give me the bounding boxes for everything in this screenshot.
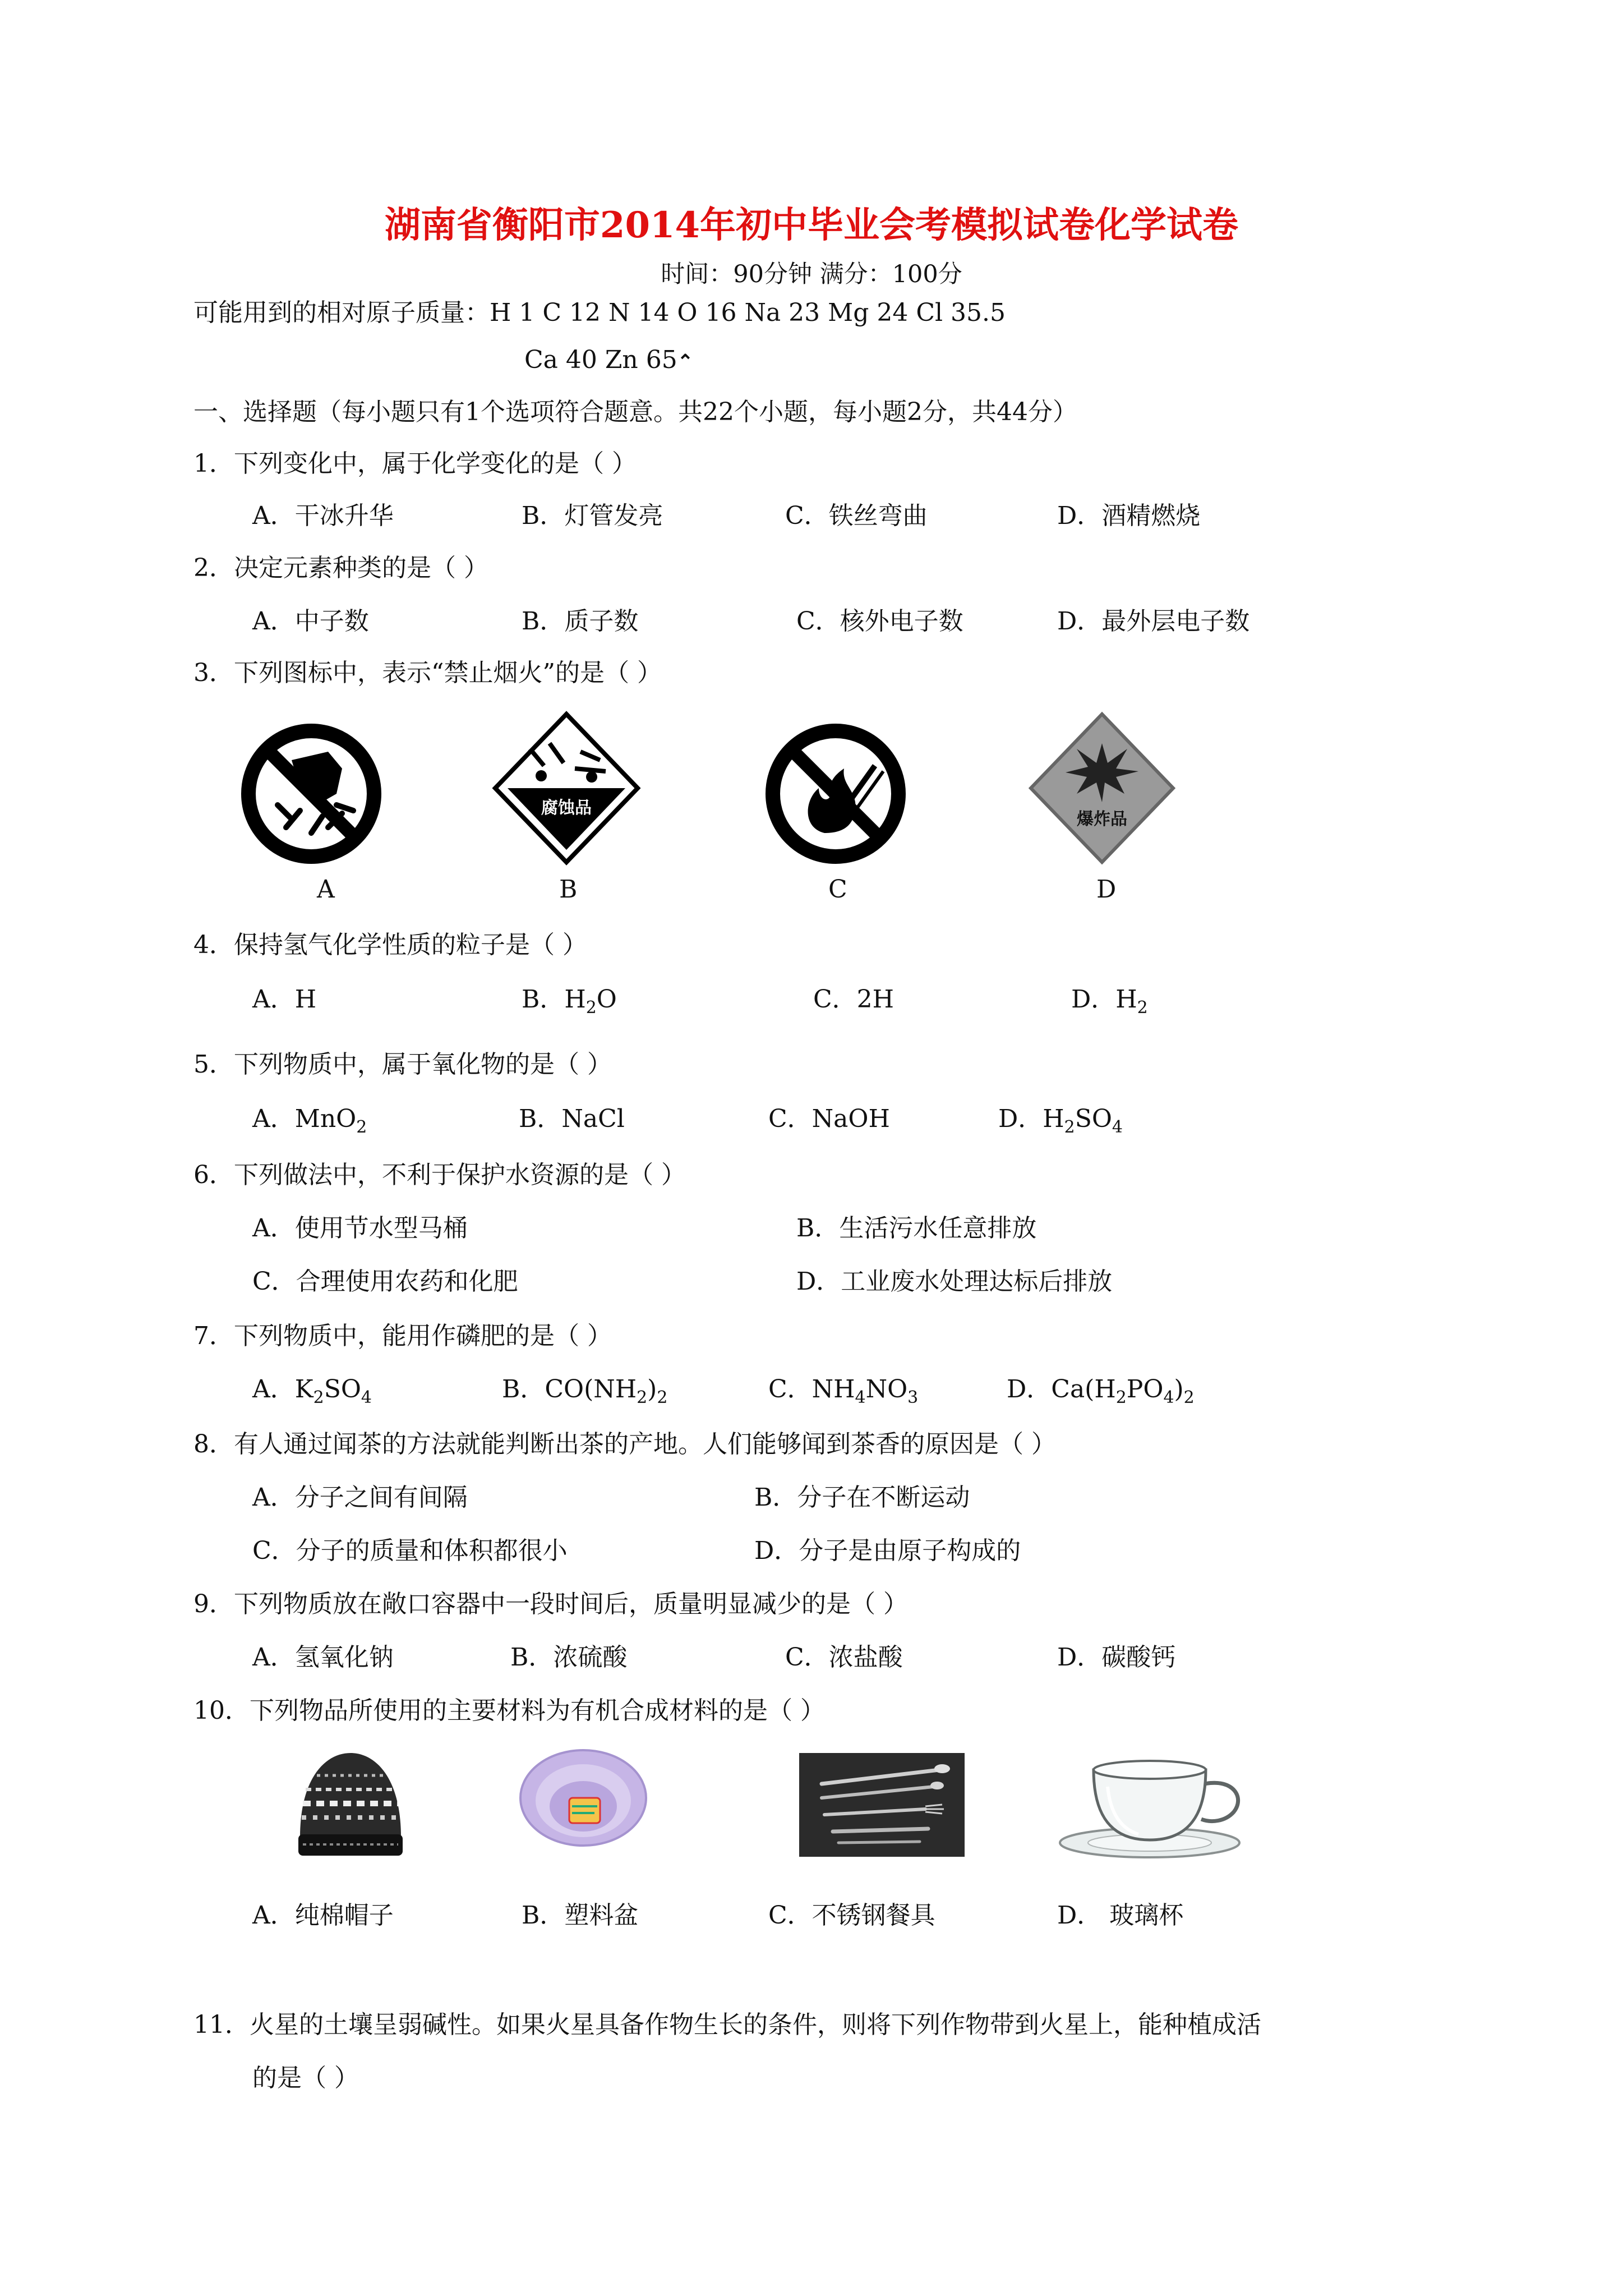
- q5-option-a: [252, 1102, 367, 1144]
- q7-b-sub2: 2: [657, 1387, 668, 1407]
- q8-option-b: B．分子在不断运动: [754, 1483, 970, 1512]
- glass-cup-image: [1054, 1747, 1253, 1862]
- q7-d-mid2: ): [1174, 1375, 1184, 1404]
- page-title: 湖南省衡阳市2014年初中毕业会考模拟试卷化学试卷: [384, 204, 1239, 246]
- q1-option-c: C．铁丝弯曲: [785, 501, 928, 530]
- q7-a-mid: SO: [324, 1375, 361, 1404]
- q2-option-b: B．质子数: [522, 607, 639, 636]
- q6-option-a: A．使用节水型马桶: [252, 1214, 468, 1243]
- q2-stem: 2．决定元素种类的是（ ）: [193, 554, 488, 582]
- sign-b-label: 腐蚀品: [541, 798, 592, 818]
- knit-hat-image: [292, 1745, 409, 1862]
- q4-option-a: A．H: [252, 985, 317, 1014]
- atomic-mass-line-1: 可能用到的相对原子质量：H 1 C 12 N 14 O 16 Na 23 Mg 24 Cl 35.5: [193, 298, 1006, 327]
- q10-option-b: B．塑料盆: [522, 1901, 639, 1930]
- q9-option-b: B．浓硫酸: [510, 1643, 628, 1672]
- q3-label-b: B: [559, 875, 578, 904]
- q7-d-sub1: 2: [1115, 1387, 1127, 1407]
- q5-d-mid: SO: [1075, 1105, 1112, 1133]
- q7-d-mid: PO: [1126, 1375, 1164, 1404]
- q4-stem: 4．保持氢气化学性质的粒子是（ ）: [193, 931, 587, 959]
- q6-stem: 6．下列做法中，不利于保护水资源的是（ ）: [193, 1161, 686, 1189]
- q2-option-a: A．中子数: [252, 607, 369, 636]
- q2-option-c: C．核外电子数: [796, 607, 963, 636]
- sign-d-explosive-icon: [1026, 710, 1178, 867]
- q1-option-d: D．酒精燃烧: [1057, 501, 1201, 530]
- q7-a-sub2: 4: [361, 1387, 372, 1407]
- q7-c-pre: C．NH: [768, 1375, 855, 1404]
- q7-c-sub2: 3: [907, 1387, 919, 1407]
- q4-d-pre: D．H: [1071, 985, 1137, 1014]
- q6-option-d: D．工业废水处理达标后排放: [796, 1267, 1113, 1296]
- sign-a-prohibition-icon: [238, 721, 384, 867]
- q5-option-c: C．NaOH: [768, 1105, 890, 1133]
- q7-c-sub1: 4: [855, 1387, 866, 1407]
- q5-option-b: B．NaCl: [519, 1105, 625, 1133]
- q3-label-a: A: [317, 875, 335, 904]
- q11-stem-line-2: 的是（ ）: [252, 2064, 359, 2092]
- q7-b-mid: ): [647, 1375, 657, 1404]
- q4-b-post: O: [596, 985, 617, 1014]
- exam-meta: 时间：90分钟 满分：100分: [661, 260, 962, 288]
- q5-a-sub: 2: [356, 1117, 367, 1137]
- q3-label-d: D: [1096, 875, 1117, 904]
- sign-d-label: 爆炸品: [1077, 809, 1127, 829]
- q7-a-pre: A．K: [252, 1375, 313, 1404]
- q9-option-c: C．浓盐酸: [785, 1643, 903, 1672]
- q4-b-pre: B．H: [522, 985, 586, 1014]
- q7-option-d: [1007, 1373, 1195, 1415]
- q2-option-d: D．最外层电子数: [1057, 607, 1250, 636]
- q8-stem: 8．有人通过闻茶的方法就能判断出茶的产地。人们能够闻到茶香的原因是（ ）: [193, 1430, 1056, 1458]
- q4-d-sub: 2: [1137, 997, 1148, 1018]
- q7-option-a: [252, 1373, 372, 1415]
- atomic-mass-line-2: [524, 343, 693, 379]
- q7-option-b: [502, 1373, 667, 1415]
- q6-option-b: B．生活污水任意排放: [796, 1214, 1037, 1243]
- q8-option-a: A．分子之间有间隔: [252, 1483, 468, 1512]
- q9-option-a: A．氢氧化钠: [252, 1643, 394, 1672]
- q4-option-c: C．2H: [813, 985, 895, 1014]
- q4-option-d: [1071, 983, 1148, 1025]
- q7-stem: 7．下列物质中，能用作磷肥的是（ ）: [193, 1322, 612, 1350]
- q4-option-b: [522, 983, 617, 1025]
- plastic-basin-image: [516, 1745, 651, 1862]
- q7-d-sub2: 4: [1163, 1387, 1174, 1407]
- q1-stem: 1．下列变化中，属于化学变化的是（ ）: [193, 449, 637, 478]
- q5-d-pre: D．H: [998, 1105, 1064, 1133]
- sign-b-corrosive-icon: [491, 710, 642, 867]
- q11-stem-line-1: 11．火星的土壤呈弱碱性。如果火星具备作物生长的条件，则将下列作物带到火星上，能种植成活: [193, 2010, 1261, 2039]
- q5-option-d: [998, 1102, 1123, 1144]
- q6-option-c: C．合理使用农药和化肥: [252, 1267, 518, 1296]
- q7-b-sub1: 2: [637, 1387, 648, 1407]
- q5-a-pre: A．MnO: [252, 1105, 357, 1133]
- q8-option-c: C．分子的质量和体积都很小: [252, 1536, 568, 1565]
- q5-d-sub2: 4: [1112, 1117, 1123, 1137]
- q10-option-a: A．纯棉帽子: [252, 1901, 394, 1930]
- q7-a-sub1: 2: [313, 1387, 324, 1407]
- q7-option-c: [768, 1373, 918, 1415]
- sign-c-no-fire-icon: [763, 721, 909, 867]
- q10-option-c: C．不锈钢餐具: [768, 1901, 935, 1930]
- q3-stem: 3．下列图标中，表示“禁止烟火”的是（ ）: [193, 659, 662, 687]
- q5-stem: 5．下列物质中，属于氧化物的是（ ）: [193, 1050, 612, 1079]
- caret-up-icon: ⌃: [677, 351, 694, 373]
- q4-b-sub: 2: [585, 997, 597, 1018]
- q7-c-mid: NO: [865, 1375, 908, 1404]
- q5-d-sub1: 2: [1064, 1117, 1075, 1137]
- q7-b-pre: B．CO(NH: [502, 1375, 637, 1404]
- q7-d-sub3: 2: [1183, 1387, 1195, 1407]
- cutlery-image: [799, 1753, 965, 1857]
- q8-option-d: D．分子是由原子构成的: [754, 1536, 1021, 1565]
- q10-stem: 10．下列物品所使用的主要材料为有机合成材料的是（ ）: [193, 1696, 825, 1725]
- q9-stem: 9．下列物质放在敞口容器中一段时间后，质量明显减少的是（ ）: [193, 1590, 908, 1618]
- atomic-mass-line-2-text: Ca 40 Zn 65: [524, 346, 677, 374]
- q1-option-b: B．灯管发亮: [522, 501, 663, 530]
- section-heading: 一、选择题（每小题只有1个选项符合题意。共22个小题，每小题2分，共44分）: [193, 398, 1077, 426]
- q9-option-d: D．碳酸钙: [1057, 1643, 1176, 1672]
- q7-d-pre: D．Ca(H: [1007, 1375, 1116, 1404]
- q1-option-a: A．干冰升华: [252, 501, 394, 530]
- q3-label-c: C: [828, 875, 847, 904]
- q10-option-d: D． 玻璃杯: [1057, 1901, 1184, 1930]
